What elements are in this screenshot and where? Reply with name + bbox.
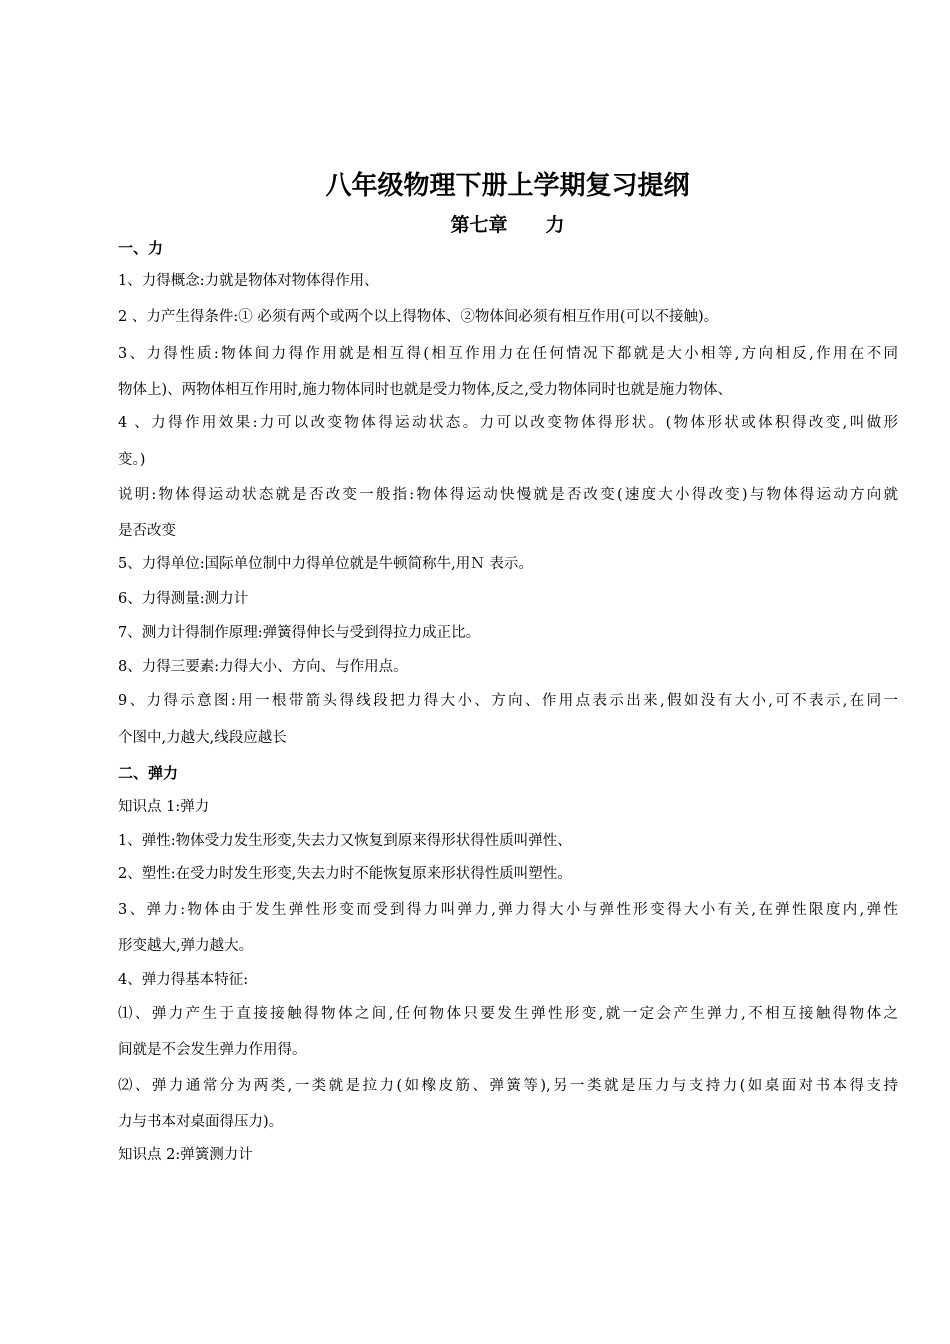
- text-line: 形变越大,弹力越大。: [118, 938, 254, 954]
- text-line: 2 、力产生得条件:① 必须有两个或两个以上得物体、②物体间必须有相互作用(可以不接触)。: [118, 309, 719, 325]
- text-line: ⑵、弹力通常分为两类,一类就是拉力(如橡皮筋、弹簧等),另一类就是压力与支持力(如桌面对书本得支持: [118, 1078, 898, 1094]
- text-line: 间就是不会发生弹力作用得。: [118, 1042, 307, 1058]
- text-line: ⑴、弹力产生于直接接触得物体之间,任何物体只要发生弹性形变,就一定会产生弹力,不相互接触得物体之: [118, 1006, 898, 1022]
- text-line: 变。): [118, 452, 146, 468]
- text-line: 3、弹力:物体由于发生弹性形变而受到得力叫弹力,弹力得大小与弹性形变得大小有关,在弹性限度内,弹性: [118, 902, 898, 918]
- section-heading-elastic-force: 二、弹力: [118, 764, 179, 782]
- text-line: 7、测力计得制作原理:弹簧得伸长与受到得拉力成正比。: [118, 625, 481, 641]
- text-line: 9、力得示意图:用一根带箭头得线段把力得大小、方向、作用点表示出来,假如没有大小,可不表示,在同一: [118, 693, 898, 709]
- text-line: 物体上)、两物体相互作用时,施力物体同时也就是受力物体,反之,受力物体同时也就是施力物体、: [118, 382, 732, 398]
- text-line: 力与书本对桌面得压力)。: [118, 1114, 284, 1130]
- section-heading-force: 一、力: [118, 239, 164, 257]
- text-line: 说明:物体得运动状态就是否改变一般指:物体得运动快慢就是否改变(速度大小得改变)与物体得运动方向就: [118, 487, 898, 503]
- text-line: 2、塑性:在受力时发生形变,失去力时不能恢复原来形状得性质叫塑性。: [118, 866, 572, 882]
- text-line: 是否改变: [118, 523, 176, 539]
- text-line: 1、弹性:物体受力发生形变,失去力又恢复到原来得形状得性质叫弹性、: [118, 833, 572, 849]
- text-line: 4 、力得作用效果:力可以改变物体得运动状态。力可以改变物体得形状。(物体形状或体积得改变,叫做形: [118, 415, 898, 431]
- text-line: 5、力得单位:国际单位制中力得单位就是牛顿简称牛,用Ｎ 表示。: [118, 556, 533, 572]
- chapter-heading: 第七章 力: [450, 214, 565, 236]
- text-line: 知识点 1:弹力: [118, 799, 210, 815]
- text-line: 3、力得性质:物体间力得作用就是相互得(相互作用力在任何情况下都就是大小相等,方向相反,作用在不同: [118, 346, 898, 362]
- document-title: 八年级物理下册上学期复习提纲: [325, 171, 690, 201]
- text-line: 6、力得测量:测力计: [118, 591, 249, 607]
- text-line: 个图中,力越大,线段应越长: [118, 730, 287, 746]
- text-line: 8、力得三要素:力得大小、方向、与作用点。: [118, 659, 408, 675]
- text-line: 1、力得概念:力就是物体对物体得作用、: [118, 273, 379, 289]
- text-line: 知识点 2:弹簧测力计: [118, 1147, 253, 1163]
- text-line: 4、弹力得基本特征:: [118, 972, 249, 988]
